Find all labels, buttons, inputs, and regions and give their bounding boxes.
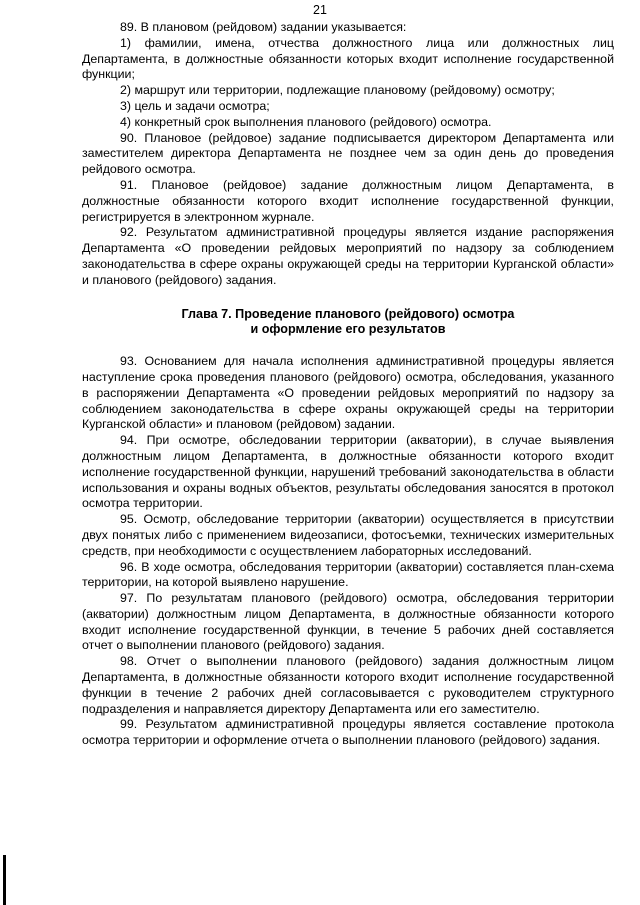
paragraph-92: 92. Результатом административной процедуры является издание распоряжения Департамента «О проведении рейдовых мероприятий по надзору за соблюдением законодательства в сфере охраны окружающей среды на территории Курганской области» и планового (рейдового) задания.: [82, 225, 614, 287]
paragraph-98: 98. Отчет о выполнении планового (рейдового) задания должностным лицом Департамента, в должностные обязанности которого входит исполнение государственной функции в течение 2 рабочих дней согласовывается с руководителем структурного подразделения и направляется директору Департамента или его заместителю.: [82, 654, 614, 716]
paragraph-94: 94. При осмотре, обследовании территории (акватории), в случае выявления должностным лицом Департамента, в должностные обязанности которого входит исполнение государственной функции, нарушений требований законодательства в области использования и охраны водных объектов, результаты обследования заносятся в протокол осмотра территории.: [82, 433, 614, 511]
list-item-2: 2) маршрут или территории, подлежащие плановому (рейдовому) осмотру;: [120, 83, 555, 98]
paragraph-95: 95. Осмотр, обследование территории (акватории) осуществляется в присутствии двух понятых либо с применением видеозаписи, фотосъемки, технических измерительных средств, при необходимости с осуществлением лабораторных исследований.: [82, 512, 614, 558]
paragraph-97: 97. По результатам планового (рейдового) осмотра, обследования территории (акватории) должностным лицом Департамента, в должностные обязанности которого входит исполнение государственной функции, в течение 5 рабочих дней составляется отчет о выполнении планового (рейдового) задания.: [82, 591, 614, 653]
document-body: [82, 20, 614, 749]
chapter-heading: [82, 307, 614, 339]
paragraph-90: 90. Плановое (рейдовое) задание подписывается директором Департамента или заместителем директора Департамента не позднее чем за один день до проведения рейдового осмотра.: [82, 130, 614, 177]
list-item-3: 3) цель и задачи осмотра;: [120, 98, 270, 113]
list-item-4: 4) конкретный срок выполнения планового (рейдового) осмотра.: [120, 114, 492, 129]
scan-edge-bar: [3, 855, 6, 905]
list-item-1: 1) фамилии, имена, отчества должностного лица или должностных лиц Департамента, в должностные обязанности которых входит исполнение государственной функции;: [82, 35, 614, 82]
chapter-heading-line2: и оформление его результатов: [250, 322, 446, 337]
paragraph-91: 91. Плановое (рейдовое) задание должностным лицом Департамента, в должностные обязанности которого входит исполнение государственной функции, регистрируется в электронном журнале.: [82, 177, 614, 224]
page-number: 21: [313, 3, 327, 17]
chapter-heading-line1: Глава 7. Проведение планового (рейдового) осмотра: [181, 306, 515, 321]
paragraph-89: 89. В плановом (рейдовом) задании указывается:: [120, 20, 407, 34]
paragraph-93: 93. Основанием для начала исполнения административной процедуры является наступление срока проведения планового (рейдового) осмотра, обследования, указанного в распоряжении Департамента «О проведении рейдовых мероприятий по надзору за соблюдением законодательства в сфере охраны окружающей среды на территории Курганской области» и плановом (рейдовом) задании.: [82, 354, 614, 432]
paragraph-99: 99. Результатом административной процедуры является составление протокола осмотра территории и оформление отчета о выполнении планового (рейдового) задания.: [82, 717, 614, 748]
paragraph-96: 96. В ходе осмотра, обследования территории (акватории) составляется план-схема территории, на которой выявлено нарушение.: [82, 559, 614, 590]
